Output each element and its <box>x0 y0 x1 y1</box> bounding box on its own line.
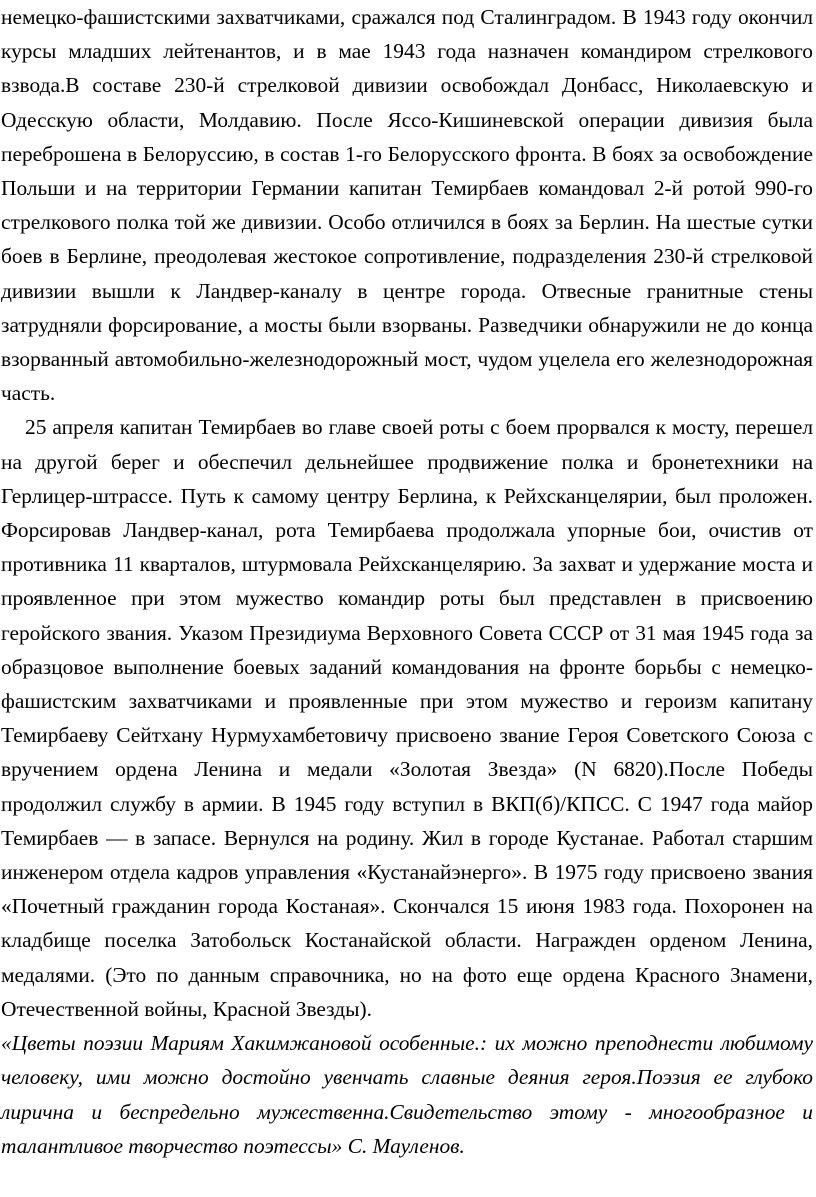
paragraph-bridge-and-award: 25 апреля капитан Темирбаев во главе своей роты с боем прорвался к мосту, перешел на другой берег и обеспечил дельнейшее продвижение полка и бронетехники на Герлицер-штрассе. Путь к самому центру Берлина, к Рейхсканцелярии, был проложен. Форсировав Ландвер-канал, рота Темирбаева продолжала упорные бои, очистив от противника 11 кварталов, штурмовала Рейхсканцелярию. За захват и удержание моста и проявленное при этом мужество командир роты был представлен в присвоению геройского звания. Указом Президиума Верховного Совета СССР от 31 мая 1945 года за образцовое выполнение боевых заданий командования на фронте борьбы с немецко-фашистским захватчиками и проявленные при этом мужество и героизм капитану Темирбаеву Сейтхану Нурмухамбетовичу присвоено звание Героя Советского Союза с вручением ордена Ленина и медали «Золотая Звезда» (N 6820).После Победы продолжил службу в армии. В 1945 году вступил в ВКП(б)/КПСС. С 1947 года майор Темирбаев — в запасе. Вернулся на родину. Жил в городе Кустанае. Работал старшим инженером отдела кадров управления «Кустанайэнерго». В 1975 году присвоено звания «Почетный гражданин города Костаная». Скончался 15 июня 1983 года. Похоронен на кладбище поселка Затобольск Костанайской области. Награжден орденом Ленина, медалями. (Это по данным справочника, но на фото еще ордена Красного Знамени, Отечественной войны, Красной Звезды). <box>1 415 813 1021</box>
paragraph-biography-war: немецко-фашистскими захватчиками, сражался под Сталинградом. В 1943 году окончил курсы младших лейтенантов, и в мае 1943 года назначен командиром стрелкового взвода.В составе 230-й стрелковой дивизии освобождал Донбасс, Николаевскую и Одесскую области, Молдавию. После Яссо-Кишиневской операции дивизия была переброшена в Белоруссию, в состав 1-го Белорусского фронта. В боях за освобождение Польши и на территории Германии капитан Темирбаев командовал 2-й ротой 990-го стрелкового полка той же дивизии. Особо отличился в боях за Берлин. На шестые сутки боев в Берлине, преодолевая жестокое сопротивление, подразделения 230-й стрелковой дивизии вышли к Ландвер-каналу в центре города. Отвесные гранитные стены затрудняли форсирование, а мосты были взорваны. Разведчики обнаружили не до конца взорванный автомобильно-железнодорожный мост, чудом уцелела его железнодорожная часть. <box>1 5 813 406</box>
paragraph-poetry-quote: «Цветы поэзии Мариям Хакимжановой особенные.: их можно преподнести любимому человеку, ими можно достойно увенчать славные деяния героя.Поэзия ее глубоко лирична и беспредельно мужественна.Свидетельство этому - многообразное и талантливое творчество поэтессы» С. Мауленов. <box>1 1031 813 1158</box>
